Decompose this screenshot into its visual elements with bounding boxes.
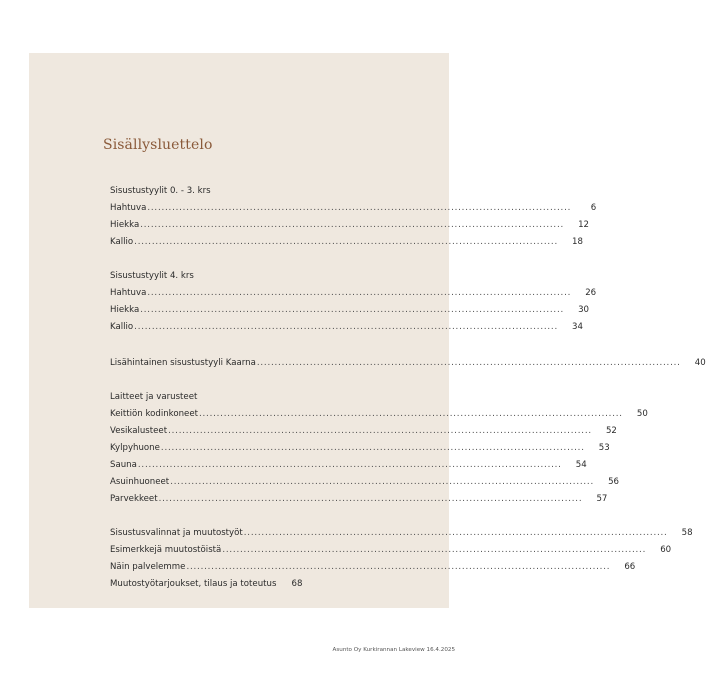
toc-entry[interactable] — [110, 525, 693, 542]
entry-page: 30 — [578, 305, 590, 315]
toc-section — [110, 355, 706, 372]
toc-entry[interactable] — [110, 319, 583, 336]
entry-label: Hiekka — [110, 305, 140, 315]
leader-dots: ........................................................................................................................ — [137, 460, 562, 470]
entry-page: 56 — [608, 477, 619, 487]
leader-dots: ........................................................................................................................ — [140, 305, 565, 315]
toc-entry[interactable] — [110, 217, 590, 234]
entry-page: 40 — [694, 358, 706, 368]
footer-text: Asunto Oy Kurkirannan Lakeview 16.4.2025 — [332, 647, 455, 653]
toc-entry[interactable] — [110, 474, 619, 491]
toc-entry[interactable] — [110, 355, 706, 372]
toc-entry[interactable] — [110, 234, 583, 251]
entry-label: Kallio — [110, 237, 134, 247]
section-heading: Laitteet ja varusteet — [110, 392, 198, 402]
leader-dots: ........................................................................................................................ — [256, 358, 681, 368]
toc-entry[interactable] — [110, 285, 597, 302]
entry-label: Sisustusvalinnat ja muutostyöt — [110, 528, 243, 538]
toc-title: Sisällysluettelo — [103, 137, 213, 153]
section-heading: Sisustustyylit 4. krs — [110, 271, 194, 281]
entry-page: 50 — [636, 409, 648, 419]
section-heading: Sisustustyylit 0. - 3. krs — [110, 186, 211, 196]
entry-page: 53 — [598, 443, 610, 453]
entry-label: Kallio — [110, 322, 134, 332]
entry-page: 26 — [585, 288, 597, 298]
toc-entry[interactable] — [110, 406, 648, 423]
toc-entry[interactable] — [110, 200, 597, 217]
entry-page: 18 — [572, 237, 583, 247]
entry-label: Parvekkeet — [110, 494, 158, 504]
toc-entry[interactable] — [110, 491, 608, 508]
entry-label: Näin palvelemme — [110, 562, 186, 572]
entry-label: Lisähintainen sisustustyyli Kaarna — [110, 358, 256, 368]
toc-entry[interactable] — [110, 423, 617, 440]
toc-entry[interactable] — [110, 576, 302, 593]
entry-page: 68 — [291, 579, 303, 589]
entry-page: 57 — [596, 494, 608, 504]
entry-label: Keittiön kodinkoneet — [110, 409, 198, 419]
entry-page: 6 — [590, 203, 597, 213]
leader-dots: ........................................................................................................................ — [170, 477, 594, 487]
entry-label: Esimerkkejä muutostöistä — [110, 545, 222, 555]
leader-dots: ........................................................................................................................ — [158, 494, 583, 504]
entry-label: Kylpyhuone — [110, 443, 160, 453]
leader-dots: ........................................................................................................................ — [222, 545, 647, 555]
leader-dots: ........................................................................................................................ — [147, 203, 572, 213]
leader-dots: ........................................................................................................................ — [134, 237, 558, 247]
entry-label: Asuinhuoneet — [110, 477, 170, 487]
leader-dots: ........................................................................................................................ — [168, 426, 592, 436]
entry-page: 34 — [572, 322, 583, 332]
leader-dots: ........................................................................................................................ — [243, 528, 668, 538]
entry-page: 54 — [575, 460, 587, 470]
entry-page: 60 — [660, 545, 672, 555]
toc-entry[interactable] — [110, 302, 590, 319]
leader-dots: ........................................................................................................................ — [186, 562, 611, 572]
entry-label: Sauna — [110, 460, 137, 470]
entry-label: Hahtuva — [110, 288, 147, 298]
toc-entry[interactable] — [110, 542, 672, 559]
entry-page: 58 — [681, 528, 693, 538]
toc-section — [110, 525, 693, 593]
entry-label: Muutostyötarjoukset, tilaus ja toteutus — [110, 579, 277, 589]
entry-page: 52 — [605, 426, 617, 436]
leader-dots: ........................................................................................................................ — [160, 443, 585, 453]
entry-label: Vesikalusteet — [110, 426, 168, 436]
leader-dots: ........................................................................................................................ — [140, 220, 565, 230]
entry-label: Hahtuva — [110, 203, 147, 213]
entry-label: Hiekka — [110, 220, 140, 230]
toc-section — [110, 268, 597, 336]
leader-dots: ........................................................................................................................ — [198, 409, 623, 419]
leader-dots: ........................................................................................................................ — [147, 288, 572, 298]
toc-entry[interactable] — [110, 559, 636, 576]
entry-page: 66 — [624, 562, 636, 572]
entry-page: 12 — [578, 220, 590, 230]
toc-entry[interactable] — [110, 457, 587, 474]
toc-entry[interactable] — [110, 440, 610, 457]
leader-dots: ........................................................................................................................ — [134, 322, 558, 332]
toc-section — [110, 183, 597, 251]
toc-section — [110, 389, 648, 508]
